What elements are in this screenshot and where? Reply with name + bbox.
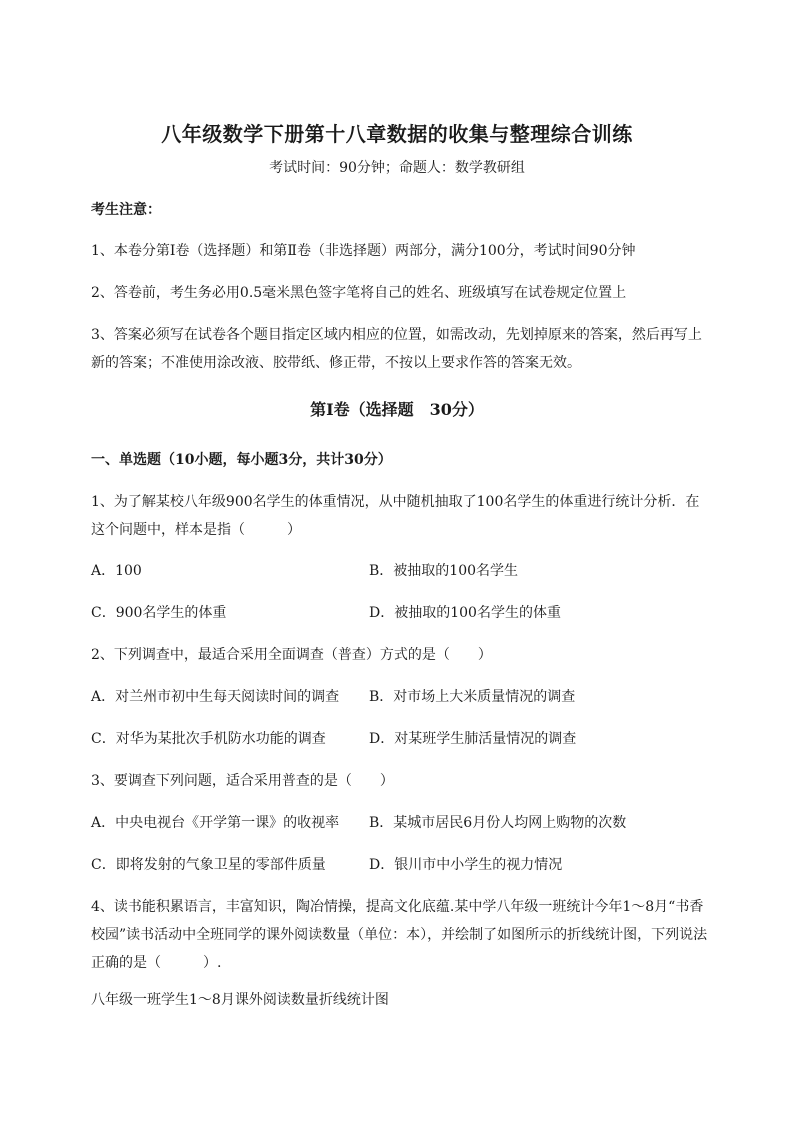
question-2-option-b: B．对市场上大米质量情况的调查 [369, 689, 576, 705]
question-1-option-d: D．被抽取的100名学生的体重 [369, 605, 561, 621]
part-heading: 一、单选题（10小题，每小题3分，共计30分） [91, 452, 392, 468]
question-3-option-c: C．即将发射的气象卫星的零部件质量 [91, 857, 326, 873]
question-3-option-b: B．某城市居民6月份人均网上购物的次数 [369, 815, 627, 831]
question-4-chart-caption: 八年级一班学生1～8月课外阅读数量折线统计图 [91, 992, 389, 1008]
question-2-option-a: A．对兰州市初中生每天阅读时间的调查 [91, 689, 340, 705]
section-title: 第I卷（选择题 30分） [310, 400, 484, 419]
question-1-option-a: A．100 [91, 563, 142, 579]
question-4-stem: 4、读书能积累语言，丰富知识，陶冶情操，提高文化底蕴.某中学八年级一班统计今年1～8月“书香校园”读书活动中全班同学的课外阅读数量（单位：本），并绘制了如图所示的折线统计图，下列说法正确的是（ ）. [91, 899, 708, 971]
notice-heading: 考生注意： [91, 202, 161, 218]
question-1-stem: 1、为了解某校八年级900名学生的体重情况，从中随机抽取了100名学生的体重进行统计分析．在这个问题中，样本是指（ ） [91, 494, 700, 538]
question-3-option-d: D．银川市中小学生的视力情况 [369, 857, 563, 873]
question-3-stem: 3、要调查下列问题，适合采用普查的是（ ） [91, 773, 394, 789]
question-2-stem: 2、下列调查中，最适合采用全面调查（普查）方式的是（ ） [91, 647, 492, 663]
notice-item-2: 2、答卷前，考生务必用0.5毫米黑色签字笔将自己的姓名、班级填写在试卷规定位置上 [91, 285, 627, 301]
question-1-option-b: B．被抽取的100名学生 [369, 563, 519, 579]
question-2-option-d: D．对某班学生肺活量情况的调查 [369, 731, 577, 747]
question-3-option-a: A．中央电视台《开学第一课》的收视率 [91, 815, 340, 831]
exam-info: 考试时间：90分钟；命题人：数学教研组 [269, 160, 525, 176]
notice-item-3: 3、答案必须写在试卷各个题目指定区域内相应的位置，如需改动，先划掉原来的答案，然后再写上新的答案；不准使用涂改液、胶带纸、修正带，不按以上要求作答的答案无效。 [91, 327, 702, 371]
question-1-option-c: C．900名学生的体重 [91, 605, 227, 621]
page-title: 八年级数学下册第十八章数据的收集与整理综合训练 [161, 122, 633, 146]
question-2-option-c: C．对华为某批次手机防水功能的调查 [91, 731, 326, 747]
notice-item-1: 1、本卷分第I卷（选择题）和第Ⅱ卷（非选择题）两部分，满分100分，考试时间90分钟 [91, 243, 636, 259]
